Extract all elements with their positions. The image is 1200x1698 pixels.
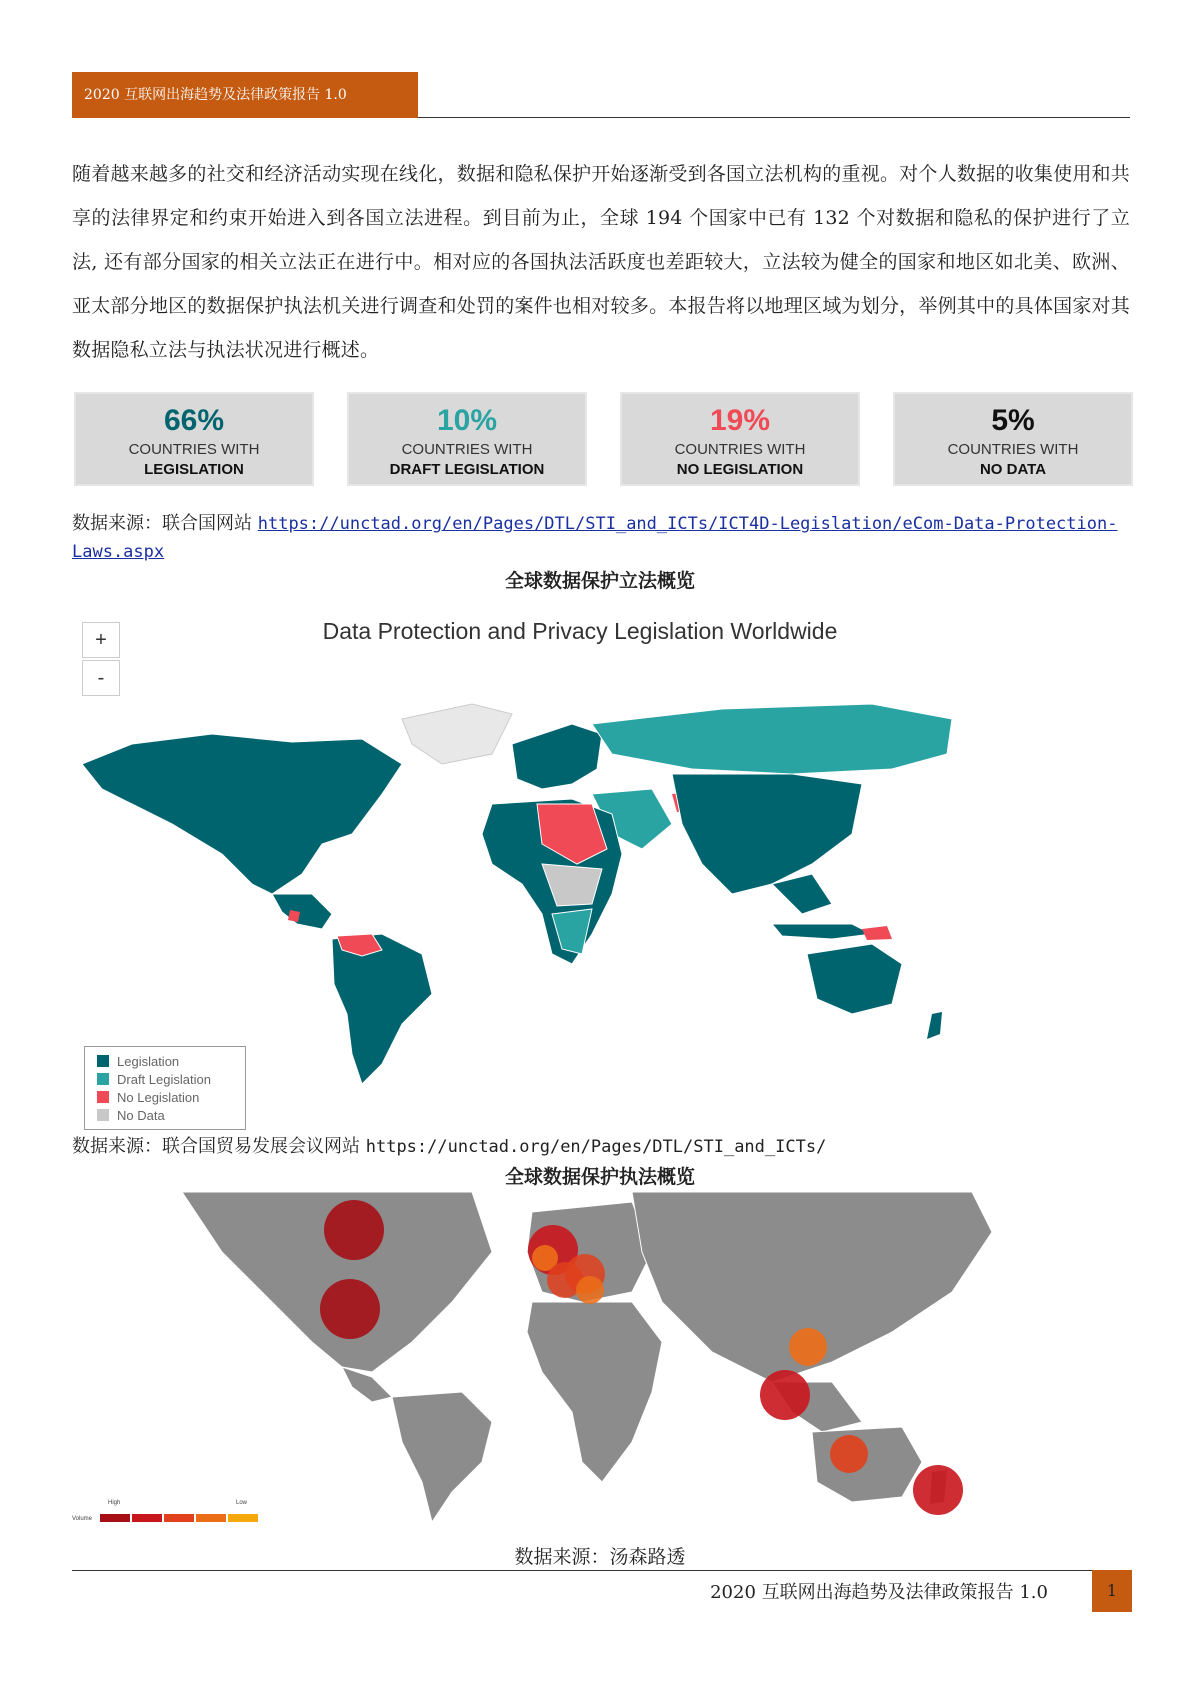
stat-line1: COUNTRIES WITH bbox=[401, 441, 533, 458]
source-label: 数据来源：联合国贸易发展会议网站 bbox=[72, 1136, 366, 1157]
region-north-america bbox=[82, 734, 402, 894]
footer-rule bbox=[72, 1570, 1092, 1571]
stat-line2: DRAFT LEGISLATION bbox=[389, 461, 545, 478]
legend-high: High bbox=[108, 1500, 121, 1506]
stat-percent: 66% bbox=[163, 404, 225, 437]
enforcement-bubble-singapore bbox=[760, 1370, 810, 1420]
header-rule bbox=[418, 117, 1130, 118]
legend-item bbox=[97, 1089, 233, 1107]
enforcement-bubble-canada bbox=[324, 1200, 384, 1260]
legend-swatch bbox=[97, 1073, 109, 1085]
header-title: 2020 互联网出海趋势及法律政策报告 1.0 bbox=[84, 87, 347, 103]
region-australia bbox=[807, 944, 902, 1014]
stat-line2: NO DATA bbox=[979, 461, 1047, 478]
volume-legend bbox=[72, 1500, 272, 1530]
enforcement-map bbox=[72, 1192, 1088, 1538]
region-new-zealand bbox=[927, 1012, 942, 1039]
region-russia bbox=[592, 704, 952, 774]
legend-label: No Legislation bbox=[117, 1090, 200, 1105]
stat-no-legislation bbox=[620, 392, 860, 486]
source-url: https://unctad.org/en/Pages/DTL/STI_and_ICTs/ bbox=[365, 1137, 827, 1157]
legend-swatch bbox=[97, 1055, 109, 1067]
legislation-map bbox=[72, 594, 1088, 1134]
region-south-america bbox=[332, 934, 432, 1084]
legend-color-bar bbox=[164, 1514, 194, 1522]
legend-color-bar bbox=[196, 1514, 226, 1522]
stats-row bbox=[74, 392, 1132, 486]
enforcement-bubble-hong-kong bbox=[789, 1328, 827, 1366]
legislation-legend bbox=[84, 1046, 246, 1130]
legend-volume: Volume bbox=[72, 1516, 93, 1522]
land-africa bbox=[527, 1302, 662, 1482]
region-europe bbox=[512, 724, 602, 789]
stat-line2: LEGISLATION bbox=[144, 461, 244, 478]
page-number: 1 bbox=[1092, 1570, 1132, 1612]
source-note-1 bbox=[72, 510, 1132, 566]
legend-swatch bbox=[97, 1091, 109, 1103]
legend-label: Draft Legislation bbox=[117, 1072, 211, 1087]
legend-item bbox=[97, 1071, 233, 1089]
legend-item bbox=[97, 1053, 233, 1071]
stat-percent: 19% bbox=[709, 404, 771, 437]
header-title-bar bbox=[72, 72, 418, 118]
region-greenland bbox=[402, 704, 512, 764]
land-central-america bbox=[342, 1367, 392, 1402]
intro-paragraph: 随着越来越多的社交和经济活动实现在线化，数据和隐私保护开始逐渐受到各国立法机构的重视。对个人数据的收集使用和共享的法律界定和约束开始进入到各国立法进程。到目前为止，全球 194 个国家中已有 132 个对数据和隐私的保护进行了立法, 还有部分国家的相关立法正在进行中。相对应的各国执法活跃度也差距较大，立法较为健全的国家和地区如北美、欧洲、亚太部分地区的数据保护执法机关进行调查和处罚的案件也相对较多。本报告将以地理区域为划分，举例其中的具体国家对其数据隐私立法与执法状况进行概述。 bbox=[72, 163, 1130, 361]
zoom-out-button[interactable]: - bbox=[82, 660, 120, 696]
enforcement-bubble-new-zealand bbox=[913, 1465, 963, 1515]
stat-line2: NO LEGISLATION bbox=[676, 461, 804, 478]
source-link[interactable]: https://unctad.org/en/Pages/DTL/STI_and_ICTs/ICT4D-Legislation/eCom-Data-Protection-Laws.aspx bbox=[72, 514, 1118, 562]
region-asia bbox=[672, 774, 862, 894]
stat-line1: COUNTRIES WITH bbox=[128, 441, 260, 458]
legend-low: Low bbox=[236, 1500, 248, 1506]
stat-percent: 5% bbox=[991, 404, 1035, 437]
legend-swatch bbox=[97, 1109, 109, 1121]
figure-caption-legislation: 全球数据保护立法概览 bbox=[504, 570, 695, 592]
region-indonesia bbox=[772, 924, 872, 939]
figure-caption-enforcement: 全球数据保护执法概览 bbox=[504, 1166, 695, 1188]
stat-line1: COUNTRIES WITH bbox=[674, 441, 806, 458]
stat-percent: 10% bbox=[436, 404, 498, 437]
source-label: 数据来源：联合国网站 bbox=[72, 513, 258, 534]
source-note-2 bbox=[72, 1132, 826, 1158]
legend-label: No Data bbox=[117, 1108, 165, 1123]
stat-draft-legislation bbox=[347, 392, 587, 486]
region-png bbox=[862, 926, 892, 940]
land-south-america bbox=[392, 1392, 492, 1522]
region-central-america-red bbox=[288, 910, 300, 922]
legend-color-bar bbox=[100, 1514, 130, 1522]
legend-label: Legislation bbox=[117, 1054, 180, 1069]
source-note-3: 数据来源：汤森路透 bbox=[514, 1546, 686, 1568]
zoom-in-button[interactable]: + bbox=[82, 622, 120, 658]
map-title: Data Protection and Privacy Legislation Worldwide bbox=[322, 618, 838, 644]
legend-item bbox=[97, 1107, 233, 1125]
footer-title: 2020 互联网出海趋势及法律政策报告 1.0 bbox=[710, 1582, 1048, 1603]
enforcement-bubble-usa bbox=[320, 1279, 380, 1339]
stat-line1: COUNTRIES WITH bbox=[947, 441, 1079, 458]
legend-color-bar bbox=[132, 1514, 162, 1522]
land-australia bbox=[812, 1427, 922, 1502]
world-map-enforcement bbox=[72, 1192, 1088, 1538]
stat-no-data bbox=[893, 392, 1133, 486]
legend-color-bar bbox=[228, 1514, 258, 1522]
region-central-america bbox=[272, 894, 332, 929]
stat-legislation bbox=[74, 392, 314, 486]
enforcement-bubble-australia bbox=[830, 1435, 868, 1473]
enforcement-bubble-italy bbox=[576, 1276, 604, 1304]
